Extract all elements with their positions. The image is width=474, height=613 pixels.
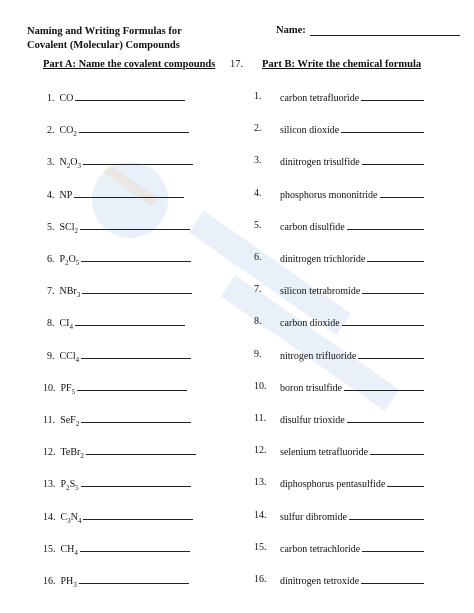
answer-blank[interactable] (81, 252, 191, 262)
compound-name: carbon tetrafluoride (280, 91, 424, 104)
answer-blank[interactable] (83, 155, 193, 165)
name-label: Name: (276, 25, 306, 36)
answer-blank[interactable] (361, 574, 424, 584)
part-a-item (47, 123, 189, 139)
compound-name: carbon dioxide (280, 316, 424, 329)
worksheet-title (27, 25, 182, 53)
answer-blank[interactable] (362, 155, 424, 165)
compound-name: dinitrogen tetroxide (280, 574, 424, 587)
part-b-item (254, 349, 454, 363)
compound-name: silicon dioxide (280, 123, 424, 136)
formula: $CH_4$ (60, 543, 78, 557)
answer-blank[interactable] (341, 123, 424, 133)
item-number: 2. (47, 125, 55, 137)
part-b-item (254, 445, 454, 459)
part-a-item (43, 413, 191, 426)
part-b-item (254, 188, 454, 202)
formula: CCl$_4$ (59, 350, 80, 364)
part-a-heading: Part A: Name the covalent compounds (43, 59, 216, 70)
item-number: 3. (254, 155, 262, 167)
part-b-item (254, 123, 454, 137)
item-number: 9. (47, 350, 55, 362)
answer-blank[interactable] (75, 316, 185, 326)
item-number: 11. (43, 415, 56, 426)
item-number: 11. (254, 413, 267, 424)
answer-blank[interactable] (75, 91, 185, 101)
item-number: 6. (47, 254, 55, 265)
answer-blank[interactable] (370, 445, 424, 455)
part-b-item (254, 477, 454, 491)
item-number: 5. (47, 221, 55, 233)
compound-name: selenium tetrafluoride (280, 445, 424, 458)
item-number: 2. (254, 123, 262, 135)
answer-blank[interactable] (80, 220, 190, 230)
compound-name: nitrogen trifluoride (280, 349, 424, 362)
compound-name: disulfur trioxide (280, 413, 424, 426)
formula: SeF$_2$ (60, 415, 80, 428)
formula: $P_2S_5$ (60, 479, 79, 493)
answer-blank[interactable] (362, 284, 424, 294)
item-number: 8. (47, 318, 55, 330)
part-a-item (43, 477, 191, 493)
title-line-2: Covalent (Molecular) Compounds (27, 40, 180, 51)
item-number: 5. (254, 219, 262, 231)
item-number: 3. (47, 157, 55, 169)
item-number: 8. (254, 316, 262, 328)
part-b-item (254, 413, 454, 427)
formula: $N_2O_3$ (59, 157, 81, 171)
part-a-item (47, 349, 191, 362)
compound-name: boron trisulfide (280, 381, 424, 394)
answer-blank[interactable] (79, 123, 189, 133)
formula: TeBr$_2$ (60, 447, 84, 461)
part-b-item (254, 220, 454, 234)
formula: $PH_3$ (60, 576, 77, 589)
answer-blank[interactable] (80, 542, 190, 552)
answer-blank[interactable] (74, 188, 184, 198)
answer-blank[interactable] (361, 91, 424, 101)
item-number: 14. (254, 509, 267, 521)
formula: SCl$_2$ (59, 221, 79, 235)
part-a-item (43, 574, 189, 587)
item-number: 13. (254, 477, 267, 489)
part-b-item (254, 574, 454, 588)
part-a-item (47, 316, 185, 332)
item-number: 12. (254, 445, 267, 457)
item-number: 6. (254, 252, 262, 263)
part-b-item (254, 510, 454, 524)
part-b-item (254, 316, 454, 330)
formula: $P_2O_5$ (59, 254, 80, 267)
part-a-item (43, 510, 193, 523)
answer-blank[interactable] (347, 220, 424, 230)
item-number: 10. (254, 380, 267, 392)
answer-blank[interactable] (83, 510, 193, 520)
formula: NBr$_3$ (59, 286, 81, 300)
part-a-item (47, 155, 193, 171)
part-a-item (43, 542, 190, 555)
name-blank[interactable] (310, 25, 460, 36)
answer-blank[interactable] (347, 413, 424, 423)
item-number: 7. (254, 284, 262, 296)
item-number: 4. (254, 187, 262, 199)
answer-blank[interactable] (81, 349, 191, 359)
answer-blank[interactable] (349, 510, 424, 520)
compound-name: silicon tetrabromide (280, 284, 424, 297)
answer-blank[interactable] (81, 413, 191, 423)
answer-blank[interactable] (380, 188, 425, 198)
part-a-item (47, 220, 190, 233)
part-b-item (254, 381, 454, 395)
answer-blank[interactable] (77, 381, 187, 391)
answer-blank[interactable] (81, 477, 191, 487)
compound-name: dinitrogen trichloride (280, 252, 424, 265)
compound-name: dinitrogen trisulfide (280, 155, 424, 168)
item-number: 7. (47, 286, 55, 298)
formula: $C_3N_4$ (60, 511, 82, 525)
item-number: 15. (43, 543, 56, 555)
part-a-item (47, 188, 184, 201)
answer-blank[interactable] (367, 252, 424, 262)
part-b-item (254, 155, 454, 169)
formula: $CO_2$ (59, 125, 77, 139)
compound-name: carbon tetrachloride (280, 542, 424, 555)
part-a-item (47, 252, 191, 265)
item-number: 1. (47, 93, 55, 104)
item-number: 1. (254, 91, 262, 102)
part-b-heading: Part B: Write the chemical formula (262, 59, 422, 70)
answer-blank[interactable] (344, 381, 424, 391)
part-a-item (43, 445, 196, 461)
answer-blank[interactable] (86, 445, 196, 455)
formula: CO (59, 93, 74, 104)
answer-blank[interactable] (362, 542, 424, 552)
part-b-item (254, 284, 454, 298)
part-b-item (254, 91, 454, 105)
item-number: 10. (43, 382, 56, 394)
formula: $CI_4$ (59, 318, 73, 332)
part-b-item (254, 542, 454, 556)
part-a-item (47, 91, 185, 104)
formula: NP (59, 189, 73, 201)
compound-name: diphosphorus pentasulfide (280, 477, 424, 490)
formula: $PF_5$ (60, 382, 76, 396)
item-number: 9. (254, 348, 262, 360)
compound-name: sulfur dibromide (280, 510, 424, 523)
title-line-1: Naming and Writing Formulas for (27, 26, 182, 37)
answer-blank[interactable] (82, 284, 192, 294)
answer-blank[interactable] (358, 349, 424, 359)
answer-blank[interactable] (342, 316, 424, 326)
item-number: 16. (254, 574, 267, 585)
item-number: 13. (43, 479, 56, 491)
name-field[interactable] (276, 25, 460, 36)
item-number: 12. (43, 447, 56, 459)
compound-name: carbon disulfide (280, 220, 424, 233)
item-number: 16. (43, 576, 56, 587)
part-b-item (254, 252, 454, 266)
answer-blank[interactable] (387, 477, 424, 487)
part-a-item (43, 381, 187, 394)
part-a-item (47, 284, 192, 300)
item-number: 4. (47, 189, 55, 201)
stray-number: 17. (230, 59, 244, 70)
compound-name: phosphorus mononitride (280, 188, 424, 201)
item-number: 15. (254, 541, 267, 553)
item-number: 14. (43, 511, 56, 523)
answer-blank[interactable] (79, 574, 189, 584)
